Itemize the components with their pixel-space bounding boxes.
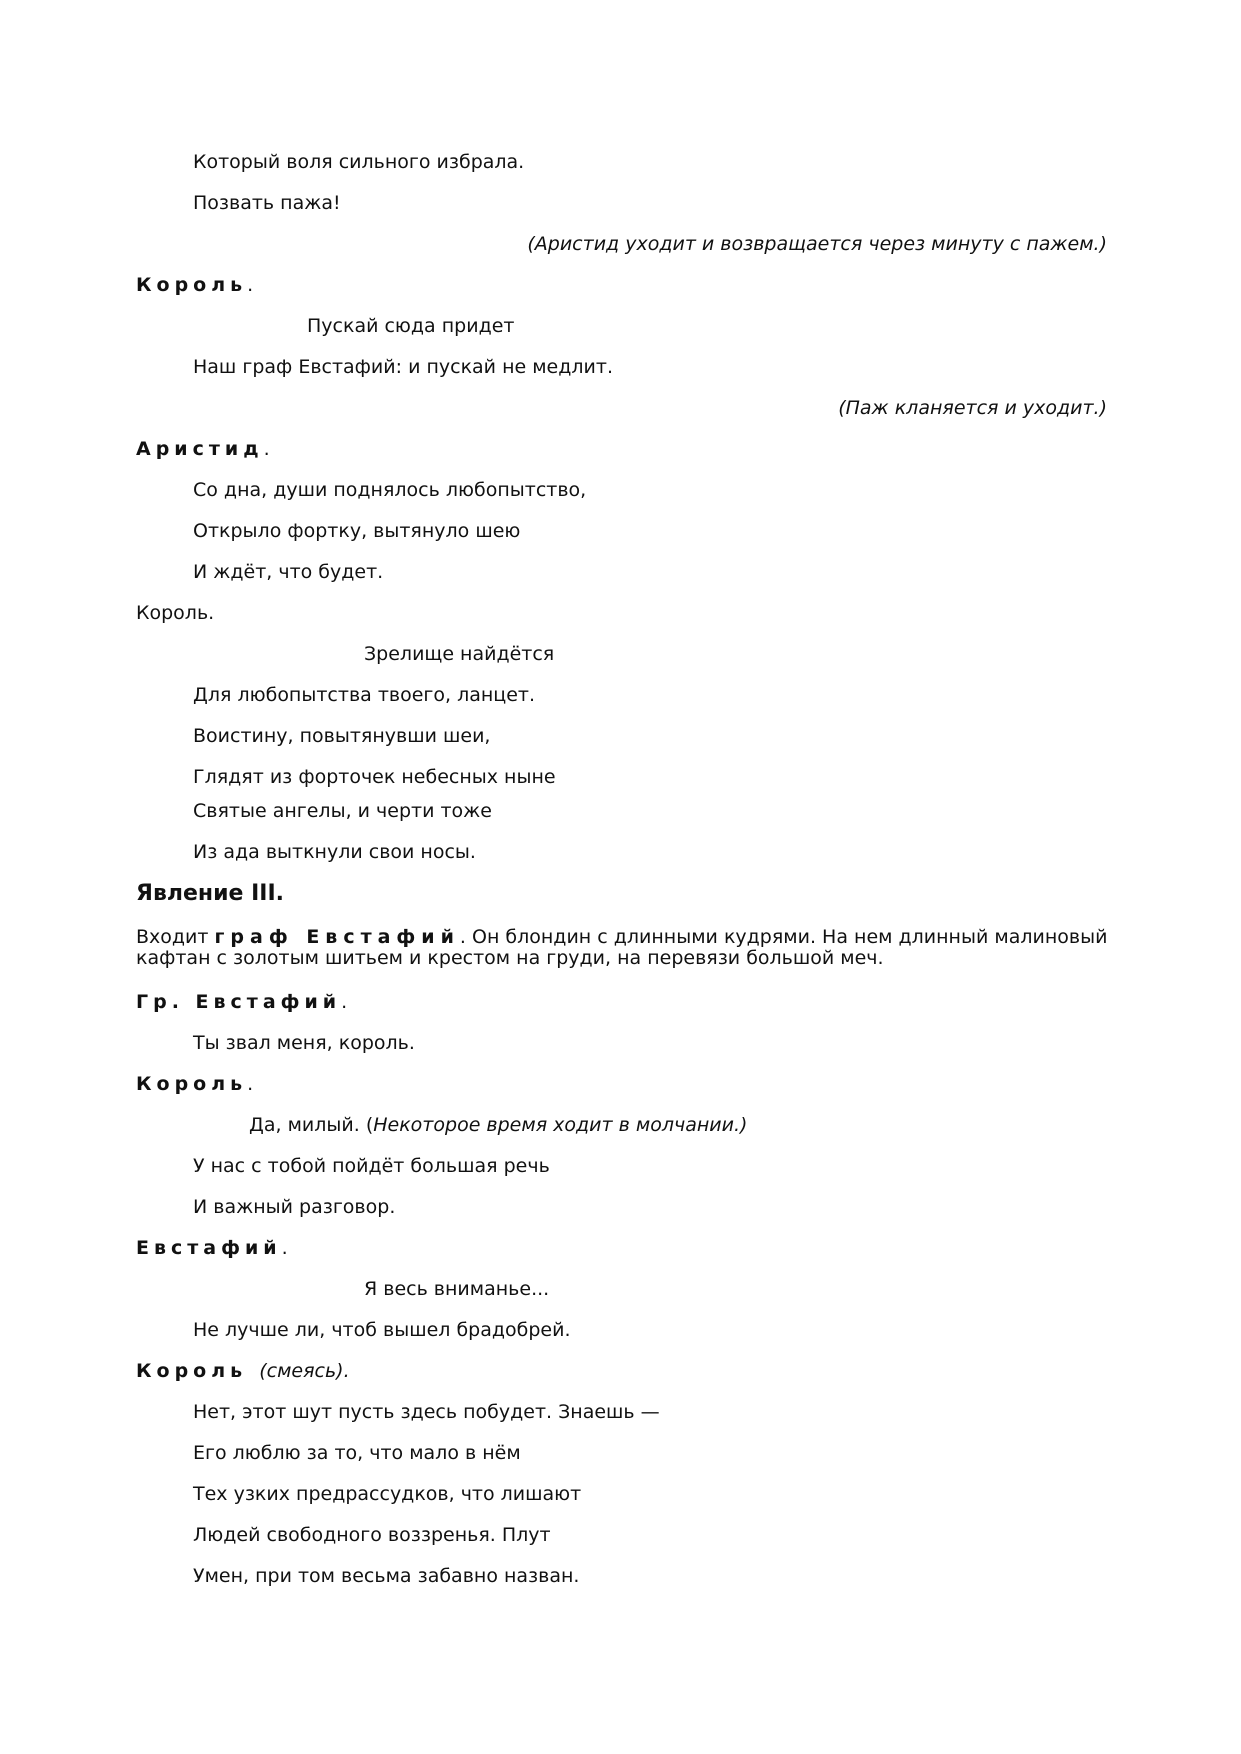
speaker-name: Гр. Евстафий xyxy=(136,991,342,1013)
speaker-dot: . xyxy=(247,274,254,296)
verse-line: Воистину, повытянувши шеи, xyxy=(193,725,491,747)
description-rest: . Он блондин с длинными кудрями. На нем длинный малиновый кафтан с золотым шитьем и крестом на груди, на перевязи большой меч. xyxy=(136,926,1108,969)
verse-line: Зрелище найдётся xyxy=(364,643,555,665)
speaker-label xyxy=(136,1236,288,1260)
speaker-label xyxy=(136,1359,350,1383)
verse-line: Открыло фортку, вытянуло шею xyxy=(193,520,521,542)
speaker-label xyxy=(136,1072,253,1096)
speaker-name: Король xyxy=(136,1073,248,1095)
verse-line: Для любопытства твоего, ланцет. xyxy=(193,684,536,706)
description-start: Входит xyxy=(136,926,215,948)
scene-description xyxy=(136,927,1112,969)
verse-line: Ты звал меня, король. xyxy=(193,1032,415,1054)
verse-line: Глядят из форточек небесных ныне xyxy=(193,766,556,788)
speaker-dot: . xyxy=(341,991,348,1013)
scene-heading: Явление III. xyxy=(136,881,285,906)
verse-line: У нас с тобой пойдёт большая речь xyxy=(193,1155,550,1177)
verse-line: Который воля сильного избрала. xyxy=(193,151,525,173)
speaker-label xyxy=(136,437,270,461)
inline-stage-direction: Некоторое время ходит в молчании.) xyxy=(373,1114,748,1136)
verse-line: Нет, этот шут пусть здесь побудет. Знаешь — xyxy=(193,1401,660,1423)
speaker-dot: . xyxy=(281,1237,288,1259)
verse-line: Я весь вниманье... xyxy=(364,1278,550,1300)
verse-line: Святые ангелы, и черти тоже xyxy=(193,800,492,822)
verse-line: Пускай сюда придет xyxy=(307,315,515,337)
stage-direction: (Паж кланяется и уходит.) xyxy=(838,397,1107,419)
speaker-name: Аристид xyxy=(136,438,264,460)
speaker-label xyxy=(136,273,253,297)
speaker-direction: (смеясь). xyxy=(259,1360,350,1382)
stage-direction: (Аристид уходит и возвращается через минуту с пажем.) xyxy=(527,233,1107,255)
verse-line: Тех узких предрассудков, что лишают xyxy=(193,1483,582,1505)
verse-line: Из ада выткнули свои носы. xyxy=(193,841,476,863)
verse-line: Не лучше ли, чтоб вышел брадобрей. xyxy=(193,1319,571,1341)
verse-line: Со дна, души поднялось любопытство, xyxy=(193,479,587,501)
verse-line: Людей свободного воззренья. Плут xyxy=(193,1524,551,1546)
speaker-name: Евстафий xyxy=(136,1237,282,1259)
verse-text: Да, милый. ( xyxy=(249,1114,374,1136)
verse-line: Умен, при том весьма забавно назван. xyxy=(193,1565,580,1587)
verse-line xyxy=(249,1113,747,1137)
verse-line: И важный разговор. xyxy=(193,1196,396,1218)
verse-line: Его люблю за то, что мало в нём xyxy=(193,1442,521,1464)
speaker-dot: . xyxy=(247,1073,254,1095)
verse-line: Позвать пажа! xyxy=(193,192,341,214)
speaker-label-plain: Король. xyxy=(136,602,215,624)
speaker-name: Король xyxy=(136,274,248,296)
verse-line: Наш граф Евстафий: и пускай не медлит. xyxy=(193,356,613,378)
verse-line: И ждёт, что будет. xyxy=(193,561,384,583)
speaker-dot: . xyxy=(263,438,270,460)
character-name: граф Евстафий xyxy=(214,926,460,948)
speaker-name: Король xyxy=(136,1360,248,1382)
speaker-label xyxy=(136,990,347,1014)
